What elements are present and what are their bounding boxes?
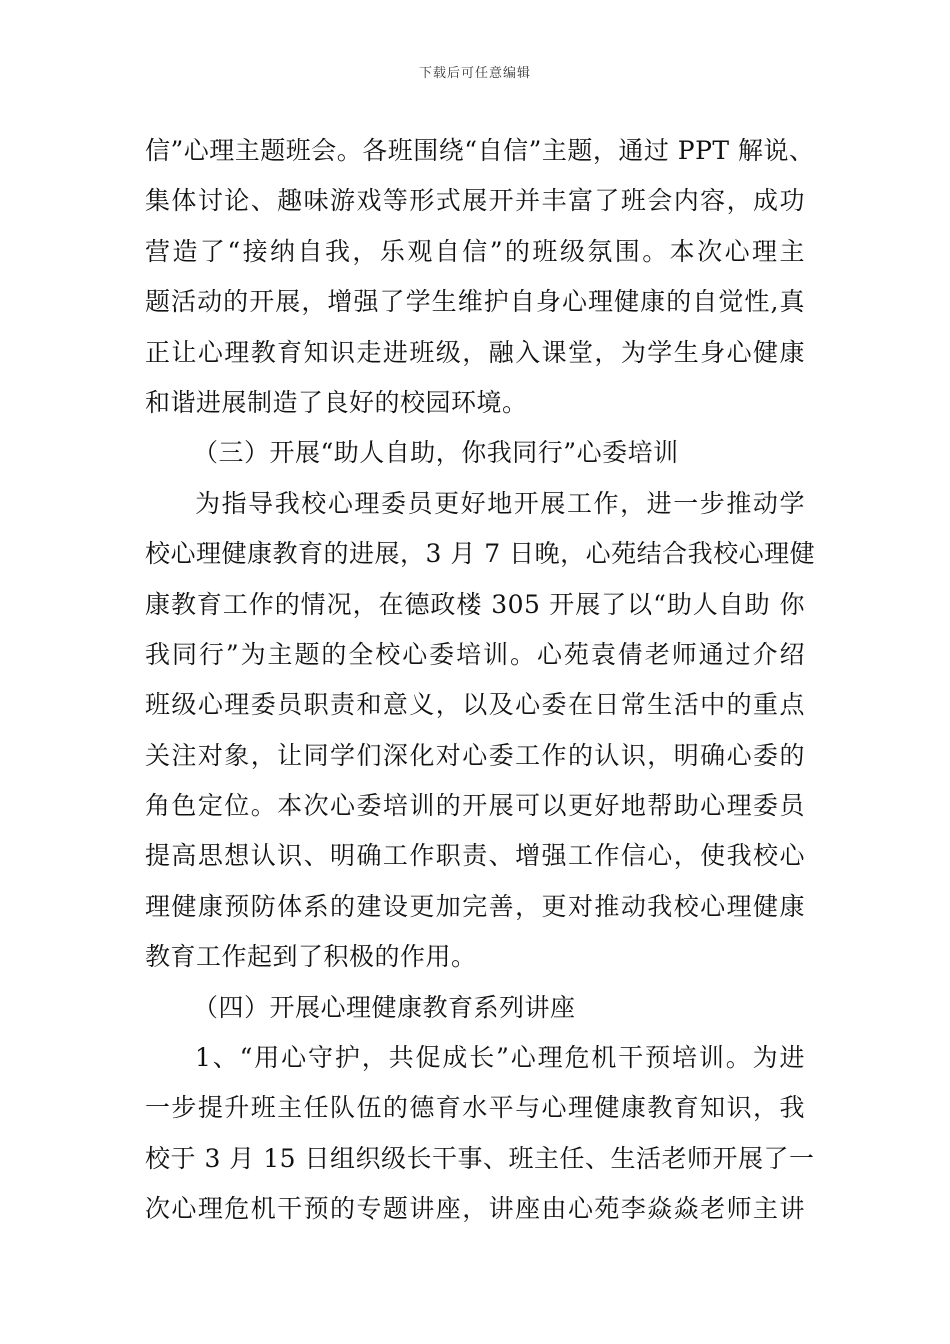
paragraph-start: 为指导我校心理委员更好地开展工作，进一步推动学 [195, 488, 805, 518]
text-line: 题活动的开展，增强了学生维护自身心理健康的自觉性,真 [145, 287, 805, 317]
section-heading-3: （三）开展“助人自助，你我同行”心委培训 [193, 438, 679, 468]
text-line: 我同行”为主题的全校心委培训。心苑袁倩老师通过介绍 [145, 639, 805, 669]
text-line: 校于 3 月 15 日组织级长干事、班主任、生活老师开展了一 [145, 1143, 815, 1173]
text-line: 角色定位。本次心委培训的开展可以更好地帮助心理委员 [145, 791, 805, 821]
section-heading-4: （四）开展心理健康教育系列讲座 [193, 992, 576, 1022]
text-line: 教育工作起到了积极的作用。 [145, 942, 477, 972]
document-body [145, 126, 816, 1235]
text-line: 营造了“接纳自我，乐观自信”的班级氛围。本次心理主 [145, 236, 805, 266]
text-line: 次心理危机干预的专题讲座，讲座由心苑李焱焱老师主讲 [145, 1194, 805, 1224]
text-line: 校心理健康教育的进展，3 月 7 日晚，心苑结合我校心理健 [145, 539, 816, 569]
paragraph-start: 1、“用心守护，共促成长”心理危机干预培训。为进 [195, 1043, 805, 1073]
text-line: 信”心理主题班会。各班围绕“自信”主题，通过 PPT 解说、 [145, 136, 815, 165]
text-line: 正让心理教育知识走进班级，融入课堂，为学生身心健康 [145, 337, 805, 367]
text-line: 一步提升班主任队伍的德育水平与心理健康教育知识，我 [145, 1093, 805, 1123]
text-line: 理健康预防体系的建设更加完善，更对推动我校心理健康 [145, 891, 805, 921]
text-line: 集体讨论、趣味游戏等形式展开并丰富了班会内容，成功 [145, 186, 805, 216]
text-line: 和谐进展制造了良好的校园环境。 [145, 387, 528, 417]
text-line: 班级心理委员职责和意义，以及心委在日常生活中的重点 [145, 690, 805, 720]
page-header: 下载后可任意编辑 [418, 66, 531, 81]
text-line: 关注对象，让同学们深化对心委工作的认识，明确心委的 [145, 740, 805, 770]
text-line: 康教育工作的情况，在德政楼 305 开展了以“助人自助 你 [145, 589, 805, 619]
text-line: 提高思想认识、明确工作职责、增强工作信心，使我校心 [145, 841, 805, 871]
